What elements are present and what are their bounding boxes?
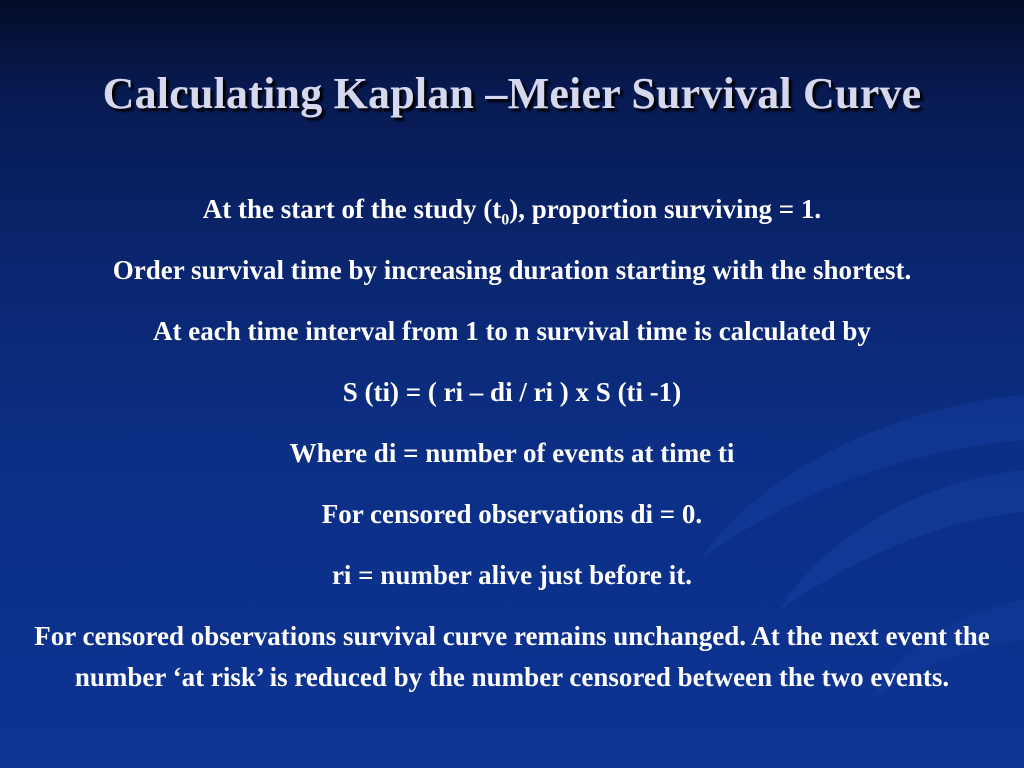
body-line-interval: At each time interval from 1 to n survival time is calculated by	[153, 316, 871, 346]
slide-title: Calculating Kaplan –Meier Survival Curve	[102, 69, 922, 118]
body-line-where-di: Where di = number of events at time ti	[289, 438, 735, 468]
body-line-start-subscript: 0	[501, 211, 510, 229]
body-line-censored-di: For censored observations di = 0.	[321, 499, 703, 529]
slide-body	[8, 189, 1016, 718]
body-line-start	[8, 189, 1016, 230]
body-line-ri: ri = number alive just before it.	[331, 560, 693, 590]
body-line-start-pre: At the start of the study (t	[202, 194, 502, 224]
body-line-formula: S (ti) = ( ri – di / ri ) x S (ti -1)	[342, 377, 682, 407]
body-line-order: Order survival time by increasing duration starting with the shortest.	[112, 255, 912, 285]
body-line-censored-curve: For censored observations survival curve remains unchanged. At the next event the number ‘at risk’ is reduced by the number censored between the two events.	[34, 621, 990, 692]
body-line-start-post: ), proportion surviving = 1.	[509, 194, 822, 224]
